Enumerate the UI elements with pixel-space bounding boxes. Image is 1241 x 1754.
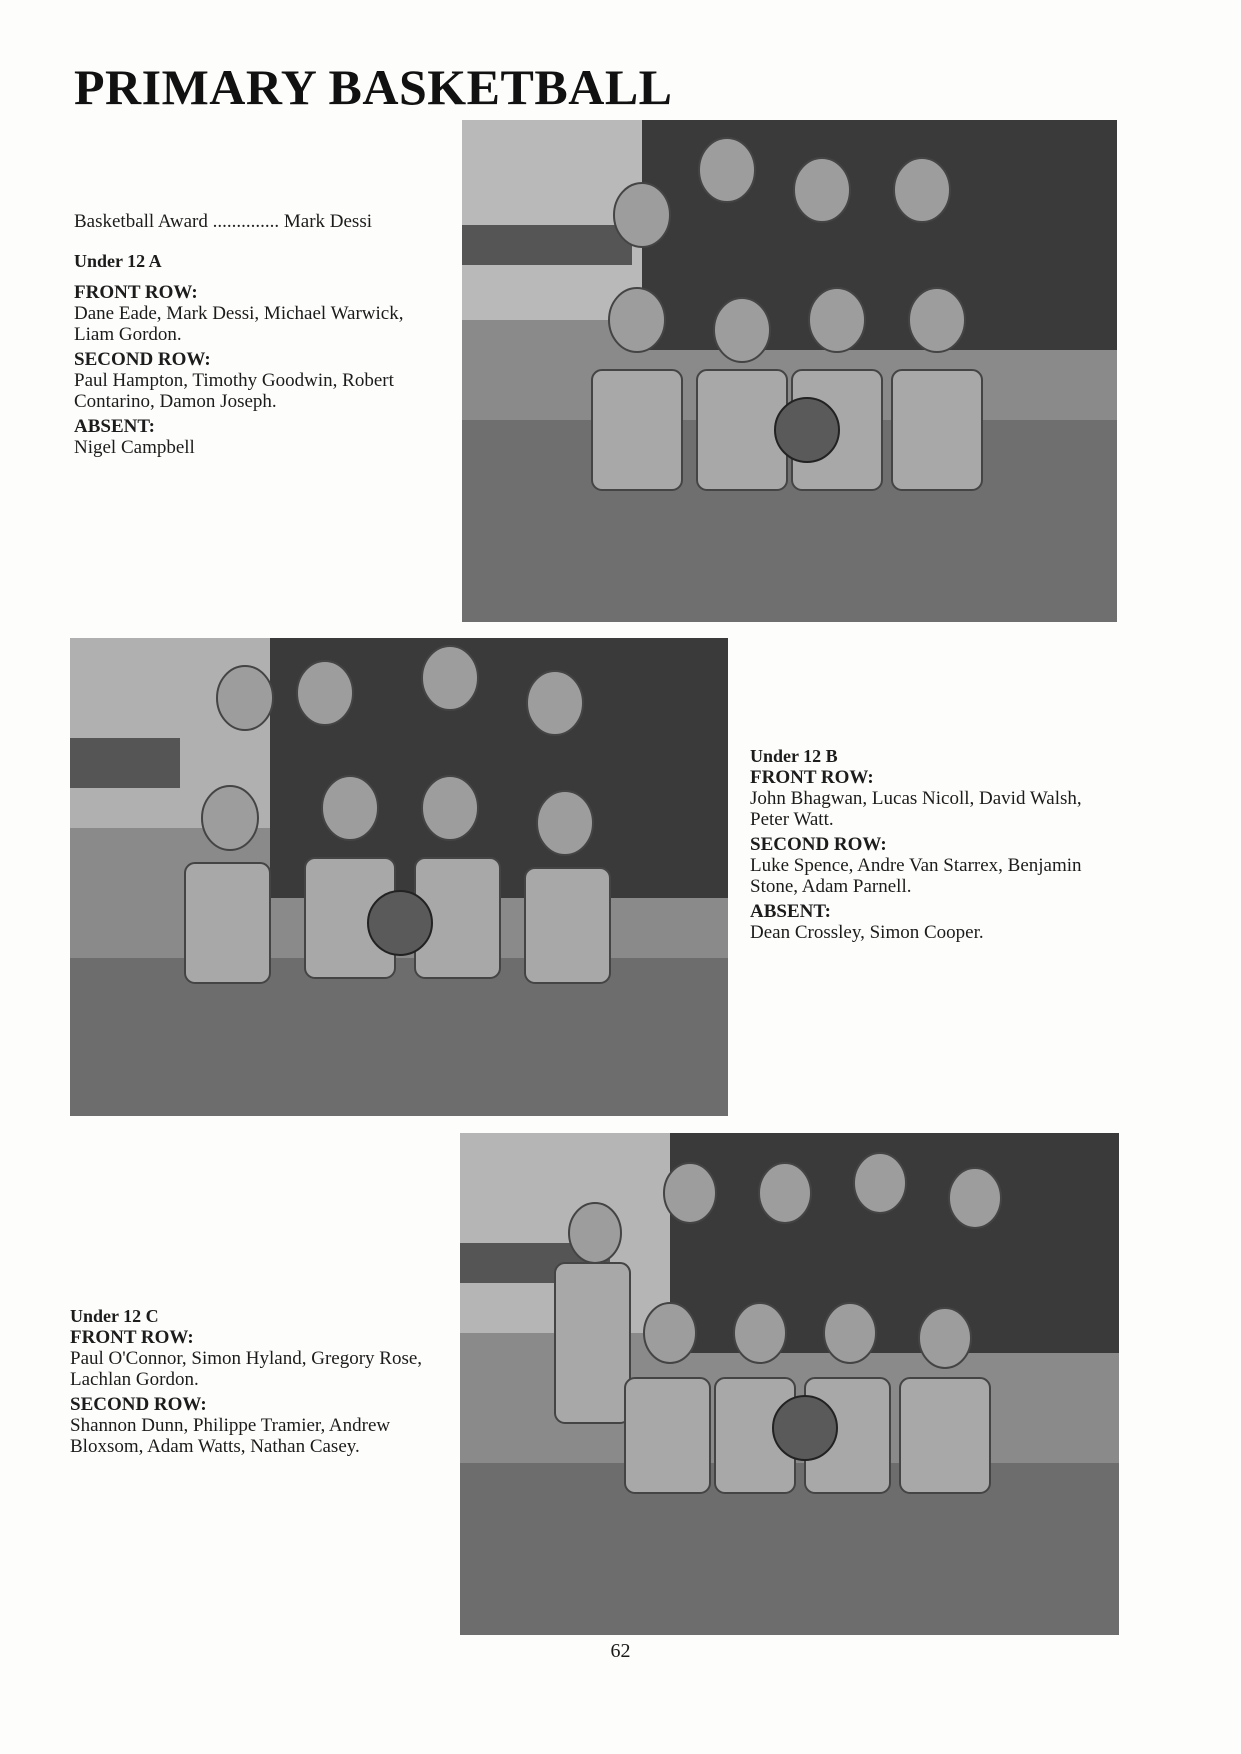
page-title: PRIMARY BASKETBALL — [74, 59, 673, 115]
second-row-names: Paul Hampton, Timothy Goodwin, Robert Contarino, Damon Joseph. — [74, 370, 394, 412]
team-photo-image — [462, 120, 1117, 622]
team-b-caption — [750, 746, 1122, 947]
front-row-label: FRONT ROW: — [750, 767, 874, 788]
front-row-label: FRONT ROW: — [74, 282, 198, 303]
team-photo-image — [70, 638, 728, 1116]
award-winner: Mark Dessi — [283, 211, 373, 232]
second-row-label: SECOND ROW: — [750, 834, 887, 855]
team-c-photo — [460, 1133, 1119, 1635]
award-line — [74, 211, 372, 233]
second-row-label: SECOND ROW: — [70, 1394, 207, 1415]
team-a-photo — [462, 120, 1117, 622]
second-row-names: Shannon Dunn, Philippe Tramier, Andrew Bloxsom, Adam Watts, Nathan Casey. — [70, 1415, 391, 1457]
front-row-names: Paul O'Connor, Simon Hyland, Gregory Rose, Lachlan Gordon. — [70, 1348, 423, 1390]
front-row-label: FRONT ROW: — [70, 1327, 194, 1348]
page-number: 62 — [610, 1640, 631, 1662]
second-row-label: SECOND ROW: — [74, 349, 211, 370]
team-photo-image — [460, 1133, 1119, 1635]
absent-label: ABSENT: — [74, 416, 155, 437]
front-row-names: John Bhagwan, Lucas Nicoll, David Walsh, Peter Watt. — [750, 788, 1082, 830]
team-name: Under 12 C — [70, 1306, 159, 1326]
team-name: Under 12 B — [750, 746, 838, 766]
award-label: Basketball Award — [74, 211, 208, 232]
award-leader: .............. — [212, 211, 280, 232]
second-row-names: Luke Spence, Andre Van Starrex, Benjamin Stone, Adam Parnell. — [750, 855, 1082, 897]
team-a-caption — [74, 251, 434, 462]
front-row-names: Dane Eade, Mark Dessi, Michael Warwick, Liam Gordon. — [74, 303, 404, 345]
team-b-photo — [70, 638, 728, 1116]
absent-names: Nigel Campbell — [74, 437, 195, 458]
absent-label: ABSENT: — [750, 901, 831, 922]
team-name: Under 12 A — [74, 251, 162, 271]
absent-names: Dean Crossley, Simon Cooper. — [750, 922, 984, 943]
team-c-caption — [70, 1306, 434, 1461]
